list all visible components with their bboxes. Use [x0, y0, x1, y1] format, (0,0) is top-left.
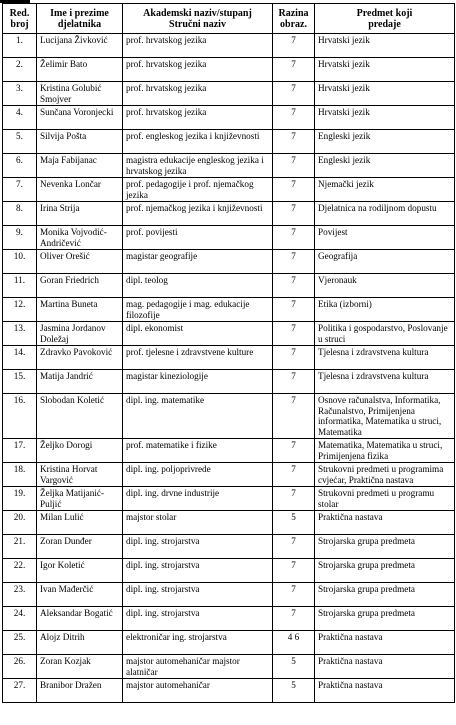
- cell-subject: Povijest: [315, 226, 455, 250]
- cell-level: 7: [273, 178, 315, 202]
- cell-num: 23.: [3, 583, 37, 607]
- cell-level: 7: [273, 607, 315, 631]
- table-row: [3, 535, 455, 559]
- cell-num: 13.: [3, 322, 37, 346]
- table-row: [3, 394, 455, 439]
- cell-name: Zdravko Pavoković: [37, 346, 123, 370]
- cell-title: prof. engleskog jezika i književnosti: [123, 130, 273, 154]
- cell-num: 20.: [3, 511, 37, 535]
- cell-subject: Strukovni predmeti u programima cvjećar, Praktična nastava: [315, 463, 455, 487]
- cell-title: magistar geografije: [123, 250, 273, 274]
- cell-num: 6.: [3, 154, 37, 178]
- cell-title: prof. hrvatskog jezika: [123, 34, 273, 58]
- cell-name: Aleksandar Bogatić: [37, 607, 123, 631]
- cell-subject: Strukovni predmeti u programu stolar: [315, 487, 455, 511]
- table-row: [3, 607, 455, 631]
- cell-num: 15.: [3, 370, 37, 394]
- cell-subject: Strojarska grupa predmeta: [315, 583, 455, 607]
- cell-title: dipl. ekonomist: [123, 322, 273, 346]
- cell-subject: Njemački jezik: [315, 178, 455, 202]
- cell-subject: Vjeronauk: [315, 274, 455, 298]
- cell-title: elektroničar ing. strojarstva: [123, 631, 273, 655]
- cell-title: prof. tjelesne i zdravstvene kulture: [123, 346, 273, 370]
- cell-level: 7: [273, 250, 315, 274]
- cell-name: Kristina Golubić Smojver: [37, 82, 123, 106]
- cell-level: 7: [273, 583, 315, 607]
- table-header-row: [3, 4, 455, 34]
- cell-title: majstor stolar: [123, 511, 273, 535]
- cell-subject: Engleski jezik: [315, 154, 455, 178]
- cell-name: Irina Strija: [37, 202, 123, 226]
- cell-subject: Praktična nastava: [315, 511, 455, 535]
- cell-num: 10.: [3, 250, 37, 274]
- cell-level: 7: [273, 202, 315, 226]
- cell-title: dipl. ing. poljoprivrede: [123, 463, 273, 487]
- cell-num: 12.: [3, 298, 37, 322]
- cell-num: 19.: [3, 487, 37, 511]
- cell-title: majstor automehaničar: [123, 679, 273, 703]
- cell-name: Maja Fabijanac: [37, 154, 123, 178]
- cell-num: 7.: [3, 178, 37, 202]
- cell-subject: Strojarska grupa predmeta: [315, 535, 455, 559]
- cell-name: Ivan Mađerčić: [37, 583, 123, 607]
- cell-num: 9.: [3, 226, 37, 250]
- cell-subject: Politika i gospodarstvo, Poslovanje u struci: [315, 322, 455, 346]
- table-row: [3, 82, 455, 106]
- cell-name: Monika Vojvodić-Andričević: [37, 226, 123, 250]
- cell-title: prof. pedagogije i prof. njemačkog jezika: [123, 178, 273, 202]
- cell-title: dipl. ing. strojarstva: [123, 607, 273, 631]
- cell-title: prof. hrvatskog jezika: [123, 82, 273, 106]
- cell-num: 18.: [3, 463, 37, 487]
- cell-num: 17.: [3, 439, 37, 463]
- cell-level: 7: [273, 226, 315, 250]
- staff-table: [2, 3, 455, 703]
- table-row: [3, 274, 455, 298]
- cell-num: 4.: [3, 106, 37, 130]
- table-row: [3, 34, 455, 58]
- cell-name: Sunčana Voronjecki: [37, 106, 123, 130]
- cell-name: Željka Matijanić-Puljić: [37, 487, 123, 511]
- cell-subject: Praktična nastava: [315, 631, 455, 655]
- cell-subject: Strojarska grupa predmeta: [315, 559, 455, 583]
- cell-level: 5: [273, 511, 315, 535]
- table-row: [3, 106, 455, 130]
- cell-name: Alojz Ditrih: [37, 631, 123, 655]
- cell-name: Željko Dorogi: [37, 439, 123, 463]
- cell-level: 7: [273, 370, 315, 394]
- cell-subject: Hrvatski jezik: [315, 82, 455, 106]
- cell-num: 2.: [3, 58, 37, 82]
- cell-title: magistra edukacije engleskog jezika i hrvatskog jezika: [123, 154, 273, 178]
- table-row: [3, 202, 455, 226]
- header-name: Ime i prezime djelatnika: [37, 4, 123, 34]
- cell-num: 14.: [3, 346, 37, 370]
- cell-name: Goran Friedrich: [37, 274, 123, 298]
- cell-title: mag. pedagogije i mag. edukacije filozofije: [123, 298, 273, 322]
- table-row: [3, 559, 455, 583]
- cell-title: dipl. ing. drvne industrije: [123, 487, 273, 511]
- cell-level: 7: [273, 298, 315, 322]
- header-level: Razina obraz.: [273, 4, 315, 34]
- table-row: [3, 370, 455, 394]
- cell-subject: Tjelesna i zdravstvena kultura: [315, 370, 455, 394]
- cell-num: 22.: [3, 559, 37, 583]
- cell-level: 7: [273, 106, 315, 130]
- cell-title: dipl. teolog: [123, 274, 273, 298]
- cell-title: majstor automehaničar majstor alatničar: [123, 655, 273, 679]
- cell-level: 7: [273, 34, 315, 58]
- cell-level: 7: [273, 130, 315, 154]
- cell-subject: Engleski jezik: [315, 130, 455, 154]
- cell-name: Jasmina Jordanov Doležaj: [37, 322, 123, 346]
- cell-num: 8.: [3, 202, 37, 226]
- cell-subject: Tjelesna i zdravstvena kultura: [315, 346, 455, 370]
- cell-subject: Matematika, Matematika u struci, Primijenjena fizika: [315, 439, 455, 463]
- cell-num: 16.: [3, 394, 37, 439]
- cell-name: Lucijana Živković: [37, 34, 123, 58]
- cell-name: Martina Buneta: [37, 298, 123, 322]
- cell-subject: Praktična nastava: [315, 679, 455, 703]
- table-row: [3, 487, 455, 511]
- cell-level: 7: [273, 154, 315, 178]
- table-row: [3, 439, 455, 463]
- cell-title: prof. povijesti: [123, 226, 273, 250]
- cell-name: Kristina Horvat Vargović: [37, 463, 123, 487]
- cell-level: 7: [273, 559, 315, 583]
- cell-title: dipl. ing. strojarstva: [123, 583, 273, 607]
- table-row: [3, 226, 455, 250]
- cell-level: 7: [273, 535, 315, 559]
- table-row: [3, 58, 455, 82]
- cell-level: 7: [273, 274, 315, 298]
- cell-name: Nevenka Lončar: [37, 178, 123, 202]
- cell-name: Silvija Pošta: [37, 130, 123, 154]
- cell-title: prof. hrvatskog jezika: [123, 58, 273, 82]
- table-row: [3, 655, 455, 679]
- cell-subject: Geografija: [315, 250, 455, 274]
- cell-subject: Hrvatski jezik: [315, 58, 455, 82]
- table-row: [3, 322, 455, 346]
- cell-num: 27.: [3, 679, 37, 703]
- table-row: [3, 631, 455, 655]
- cell-subject: Praktična nastava: [315, 655, 455, 679]
- cell-level: 7: [273, 463, 315, 487]
- header-subject: Predmet koji predaje: [315, 4, 455, 34]
- cell-level: 7: [273, 82, 315, 106]
- table-row: [3, 130, 455, 154]
- cell-num: 24.: [3, 607, 37, 631]
- table-row: [3, 250, 455, 274]
- cell-title: dipl. ing. strojarstva: [123, 559, 273, 583]
- cell-num: 3.: [3, 82, 37, 106]
- cell-level: 7: [273, 346, 315, 370]
- cell-level: 5: [273, 655, 315, 679]
- cell-level: 7: [273, 322, 315, 346]
- cell-name: Oliver Orešić: [37, 250, 123, 274]
- cell-subject: Strojarska grupa predmeta: [315, 607, 455, 631]
- cell-num: 26.: [3, 655, 37, 679]
- cell-subject: Hrvatski jezik: [315, 34, 455, 58]
- cell-name: Zoran Kozjak: [37, 655, 123, 679]
- cell-level: 7: [273, 487, 315, 511]
- cell-name: Igor Koletić: [37, 559, 123, 583]
- table-row: [3, 463, 455, 487]
- cell-name: Slobodan Koletić: [37, 394, 123, 439]
- header-num: Red. broj: [3, 4, 37, 34]
- cell-name: Želimir Bato: [37, 58, 123, 82]
- cell-num: 1.: [3, 34, 37, 58]
- cell-name: Matija Jandrić: [37, 370, 123, 394]
- cell-subject: Djelatnica na rodiljnom dopustu: [315, 202, 455, 226]
- cell-name: Zoran Dunđer: [37, 535, 123, 559]
- cell-name: Milan Lulić: [37, 511, 123, 535]
- table-row: [3, 178, 455, 202]
- table-row: [3, 154, 455, 178]
- header-title: Akademski naziv/stupanj Stručni naziv: [123, 4, 273, 34]
- cell-num: 5.: [3, 130, 37, 154]
- cell-title: dipl. ing. matematike: [123, 394, 273, 439]
- cell-subject: Etika (izborni): [315, 298, 455, 322]
- cell-title: prof. njemačkog jezika i književnosti: [123, 202, 273, 226]
- cell-level: 7: [273, 58, 315, 82]
- cell-level: 7: [273, 394, 315, 439]
- cell-level: 4 6: [273, 631, 315, 655]
- cell-num: 11.: [3, 274, 37, 298]
- cell-level: 7: [273, 439, 315, 463]
- cell-name: Branibor Dražen: [37, 679, 123, 703]
- cell-title: prof. matematike i fizike: [123, 439, 273, 463]
- cell-num: 25.: [3, 631, 37, 655]
- table-row: [3, 298, 455, 322]
- cell-subject: Osnove računalstva, Informatika, Računalstvo, Primijenjena informatika, Matematika u struci, Matematika: [315, 394, 455, 439]
- cell-level: 5: [273, 679, 315, 703]
- cell-title: magistar kineziologije: [123, 370, 273, 394]
- cell-subject: Hrvatski jezik: [315, 106, 455, 130]
- table-row: [3, 511, 455, 535]
- cell-num: 21.: [3, 535, 37, 559]
- cell-title: dipl. ing. strojarstva: [123, 535, 273, 559]
- cell-title: prof. hrvatskog jezika: [123, 106, 273, 130]
- table-row: [3, 583, 455, 607]
- table-row: [3, 346, 455, 370]
- table-row: [3, 679, 455, 703]
